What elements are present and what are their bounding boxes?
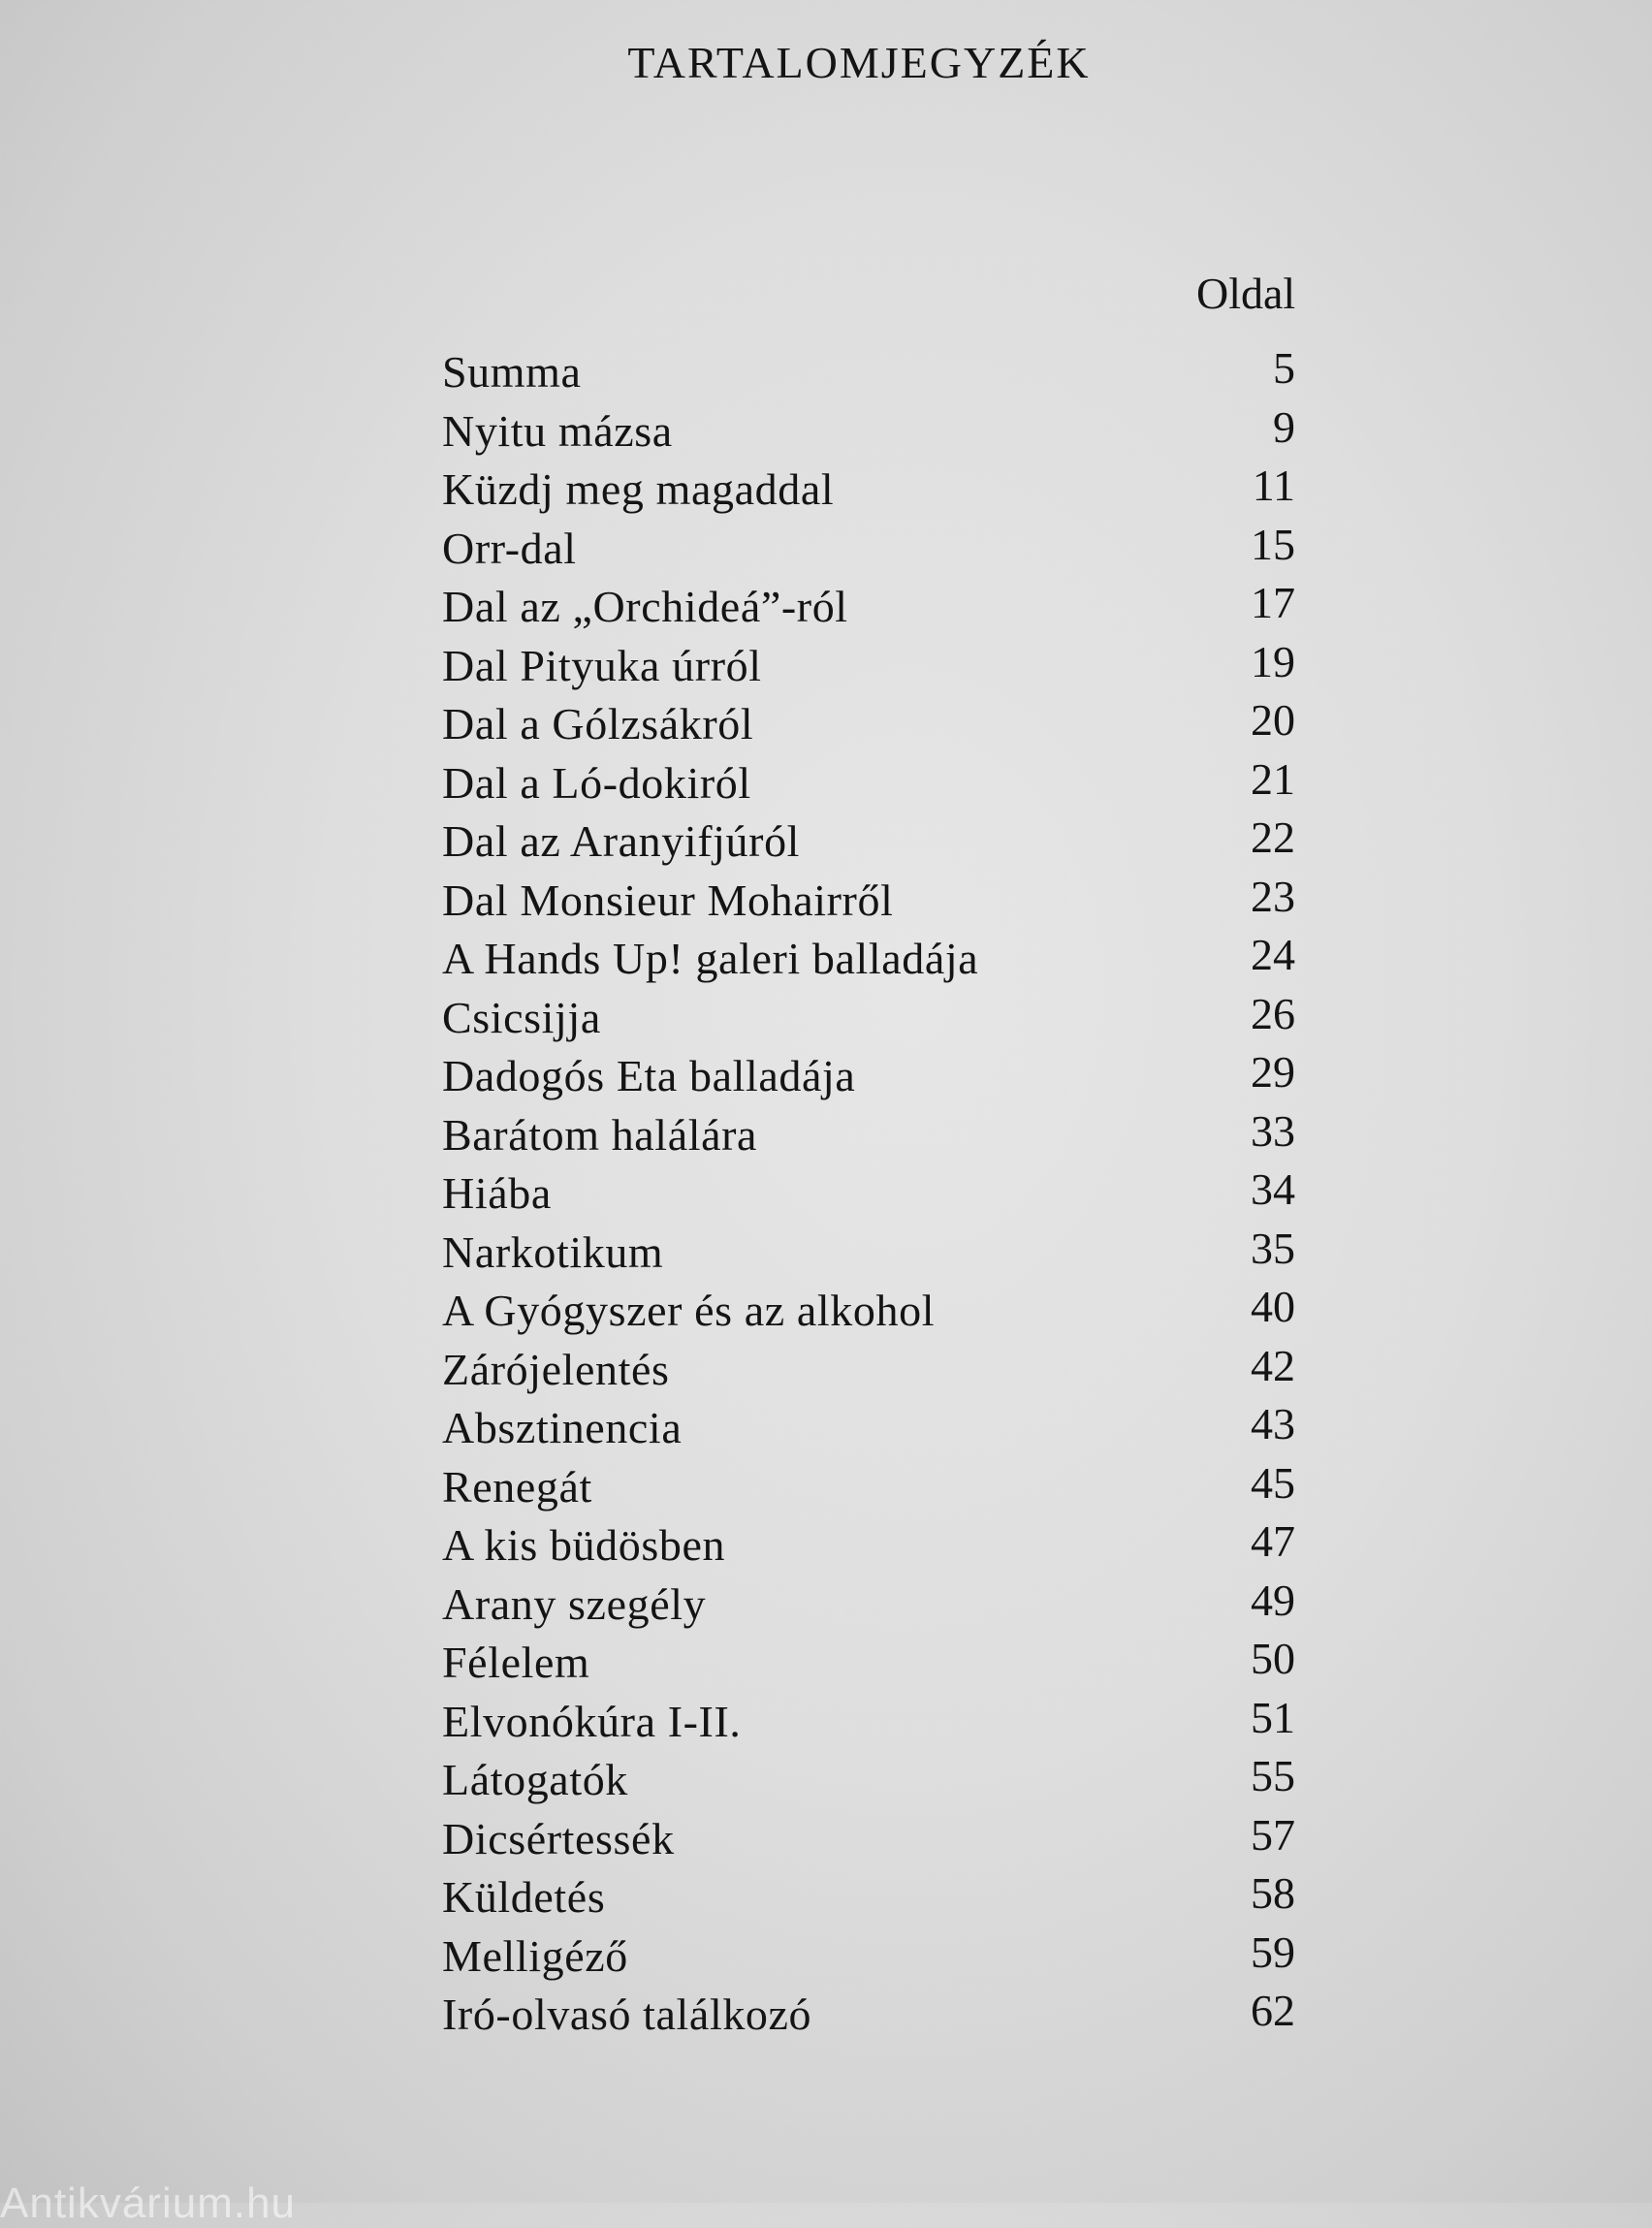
toc-entry-title: Dal az „Orchideá”-ról xyxy=(442,582,848,631)
toc-entry-title: Dal a Ló-dokiról xyxy=(442,757,751,808)
toc-entry-title: Dadogós Eta balladája xyxy=(442,1051,856,1100)
toc-entry-page-number: 55 xyxy=(1251,1751,1295,1800)
toc-entry xyxy=(442,812,1315,872)
toc-entry-title: Barátom halálára xyxy=(442,1109,758,1160)
toc-entry-page-number: 23 xyxy=(1251,871,1295,921)
toc-entry xyxy=(442,578,1315,637)
toc-entry-title: Melligéző xyxy=(442,1930,628,1981)
toc-entry-page-number: 26 xyxy=(1251,988,1295,1038)
toc-entry xyxy=(442,1751,1315,1810)
toc-entry-page-number: 21 xyxy=(1251,753,1295,804)
page-title: TARTALOMJEGYZÉK xyxy=(627,38,1091,87)
toc-entry xyxy=(442,754,1315,813)
toc-entry-title: Iró-olvasó találkozó xyxy=(442,1989,812,2039)
toc-entry-page-number: 9 xyxy=(1273,401,1295,452)
toc-entry-title: A kis büdösben xyxy=(442,1520,726,1570)
toc-entry-title: Renegát xyxy=(442,1461,592,1512)
toc-entry-title: Nyitu mázsa xyxy=(442,405,673,456)
toc-entry-page-number: 45 xyxy=(1251,1457,1295,1508)
toc-entry xyxy=(442,1047,1315,1106)
watermark-text: Antikvárium.hu xyxy=(0,2180,297,2227)
toc-entry xyxy=(442,461,1315,520)
toc-entry-page-number: 50 xyxy=(1251,1634,1295,1683)
toc-entry-title: Küldetés xyxy=(442,1872,606,1922)
toc-entry xyxy=(442,695,1315,754)
toc-entry xyxy=(442,1516,1315,1576)
toc-entry-page-number: 35 xyxy=(1251,1223,1295,1273)
toc-entry-page-number: 11 xyxy=(1252,461,1295,510)
toc-entry-page-number: 34 xyxy=(1251,1164,1295,1214)
toc-entry-page-number: 29 xyxy=(1251,1047,1295,1097)
toc-entry-page-number: 20 xyxy=(1251,695,1295,745)
toc-entry xyxy=(442,1868,1315,1927)
toc-entry xyxy=(442,1399,1315,1458)
toc-entry-page-number: 19 xyxy=(1251,636,1295,686)
toc-entry-page-number: 5 xyxy=(1273,343,1295,393)
toc-entry-title: Hiába xyxy=(442,1168,552,1218)
toc-entry xyxy=(442,872,1315,931)
toc-entry-page-number: 43 xyxy=(1251,1399,1295,1448)
toc-entry xyxy=(442,1164,1315,1224)
toc-entry-page-number: 22 xyxy=(1251,812,1295,862)
toc-entry-title: Látogatók xyxy=(442,1755,628,1804)
toc-entry-page-number: 24 xyxy=(1251,930,1295,979)
toc-entry-title: Csicsijja xyxy=(442,992,601,1042)
toc-entry xyxy=(442,1282,1315,1341)
toc-entry xyxy=(442,402,1315,462)
toc-entry-page-number: 59 xyxy=(1251,1926,1295,1977)
toc-entry-page-number: 62 xyxy=(1251,1986,1295,2035)
toc-entry xyxy=(442,989,1315,1048)
toc-entry-title: A Gyógyszer és az alkohol xyxy=(442,1286,936,1335)
toc-entry-title: Küzdj meg magaddal xyxy=(442,464,835,514)
toc-entry-page-number: 47 xyxy=(1251,1516,1295,1566)
toc-entry-page-number: 58 xyxy=(1251,1868,1295,1918)
toc-entry-title: Absztinencia xyxy=(442,1403,683,1452)
toc-entry xyxy=(442,1106,1315,1165)
toc-entry-page-number: 40 xyxy=(1251,1282,1295,1331)
toc-entry-title: Zárójelentés xyxy=(442,1344,670,1394)
toc-entry-title: Orr-dal xyxy=(442,523,577,573)
toc-entry-title: Arany szegély xyxy=(442,1578,707,1629)
toc-entry xyxy=(442,930,1315,989)
toc-entry-title: Dal a Gólzsákról xyxy=(442,699,754,748)
toc-entry xyxy=(442,1634,1315,1693)
toc-entry xyxy=(442,1458,1315,1517)
toc-entry xyxy=(442,343,1315,402)
toc-entry xyxy=(442,637,1315,696)
table-of-contents xyxy=(442,343,1315,2045)
toc-entry-page-number: 17 xyxy=(1251,578,1295,627)
toc-entry-page-number: 33 xyxy=(1251,1105,1295,1156)
toc-entry xyxy=(442,1986,1315,2045)
toc-entry-page-number: 49 xyxy=(1251,1575,1295,1625)
toc-entry xyxy=(442,1224,1315,1283)
toc-entry xyxy=(442,1927,1315,1987)
toc-entry-title: Dal Monsieur Mohairről xyxy=(442,875,894,925)
toc-entry-page-number: 42 xyxy=(1251,1340,1295,1390)
toc-entry xyxy=(442,1341,1315,1400)
toc-entry xyxy=(442,1810,1315,1869)
toc-entry xyxy=(442,520,1315,579)
toc-entry-page-number: 51 xyxy=(1251,1692,1295,1742)
toc-entry xyxy=(442,1576,1315,1635)
toc-entry-title: Félelem xyxy=(442,1638,590,1687)
toc-entry-page-number: 57 xyxy=(1251,1809,1295,1860)
toc-entry-title: Dal Pityuka úrról xyxy=(442,640,762,690)
toc-entry-title: Narkotikum xyxy=(442,1226,664,1277)
toc-entry-title: Dicsértessék xyxy=(442,1813,675,1863)
toc-entry-title: A Hands Up! galeri balladája xyxy=(442,934,979,983)
toc-entry-title: Dal az Aranyifjúról xyxy=(442,816,801,866)
toc-entry-title: Elvonókúra I-II. xyxy=(442,1696,742,1746)
toc-entry xyxy=(442,1693,1315,1752)
page-column-header: Oldal xyxy=(1196,269,1296,318)
toc-entry-title: Summa xyxy=(442,347,582,397)
toc-entry-page-number: 15 xyxy=(1251,519,1295,569)
